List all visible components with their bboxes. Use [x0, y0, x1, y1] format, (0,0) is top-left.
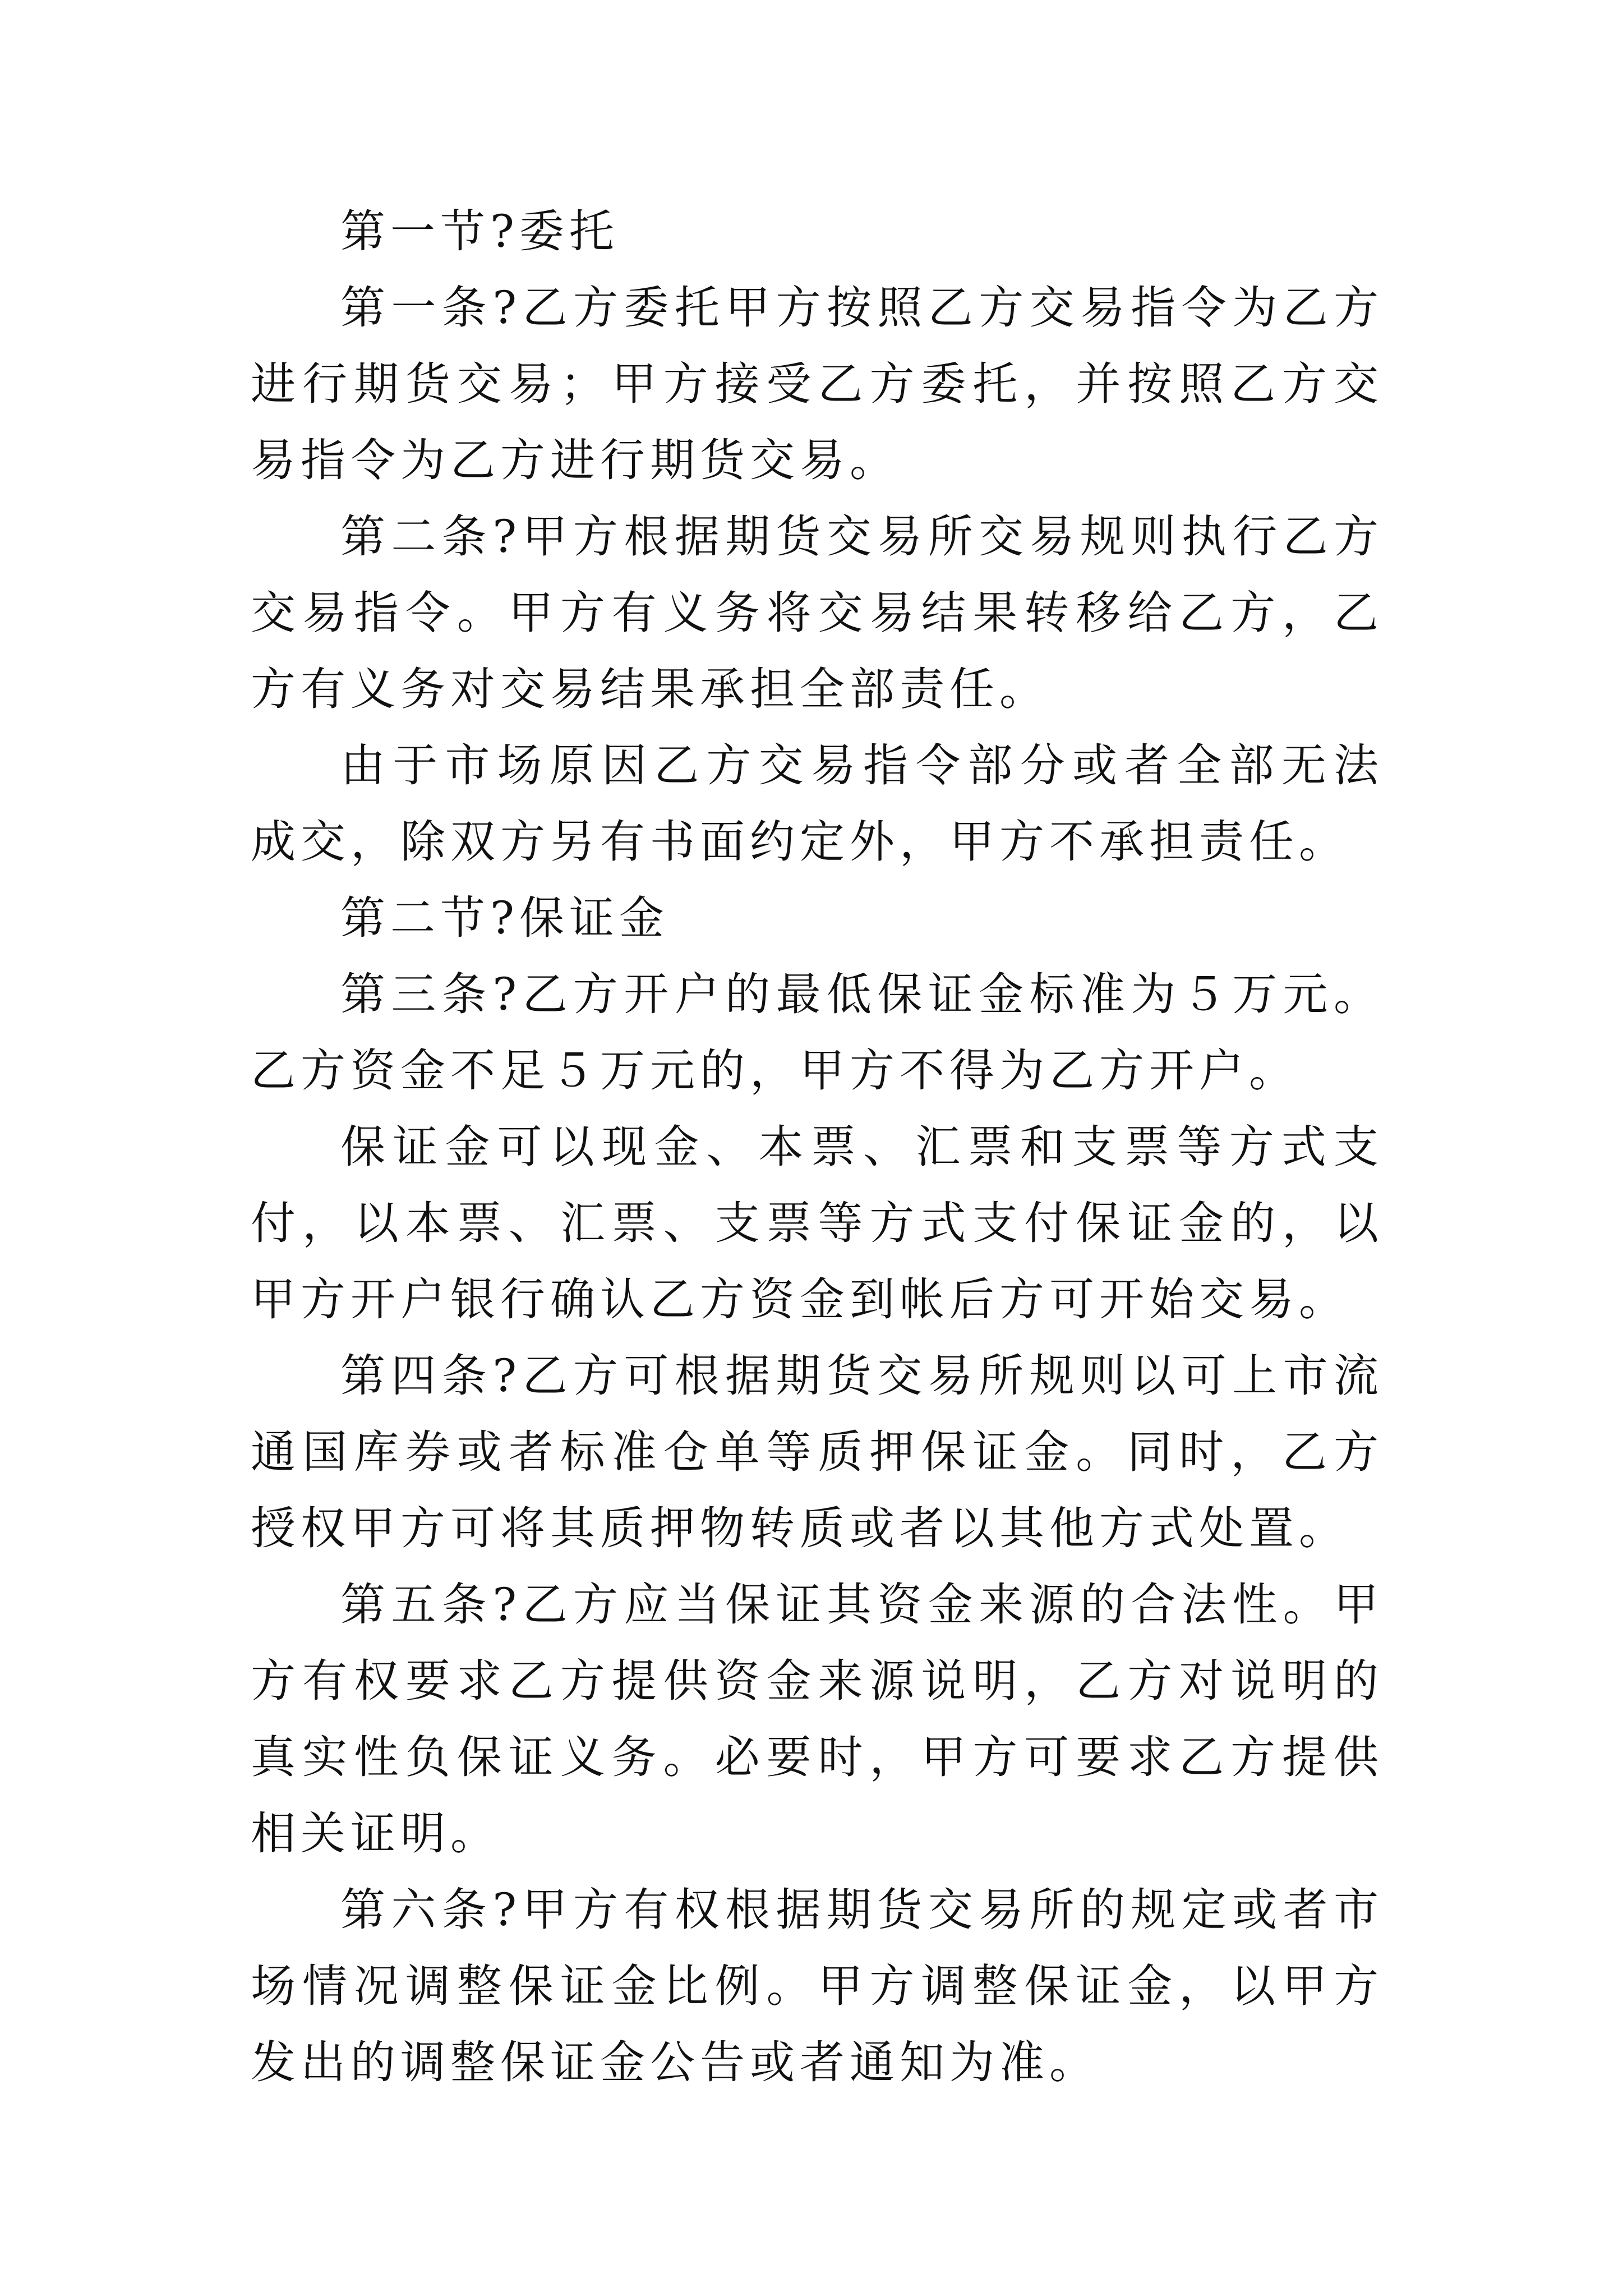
section-heading-1: 第一节?委托	[340, 205, 619, 257]
article-5-paragraph: 第五条?乙方应当保证其资金来源的合法性。甲方有权要求乙方提供资金来源说明，乙方对说明的真实性负保证义务。必要时，甲方可要求乙方提供相关证明。	[251, 1579, 1384, 1860]
article-1-paragraph: 第一条?乙方委托甲方按照乙方交易指令为乙方进行期货交易；甲方接受乙方委托，并按照乙方交易指令为乙方进行期货交易。	[251, 282, 1384, 486]
article-2-continuation-paragraph: 由于市场原因乙方交易指令部分或者全部无法成交，除双方另有书面约定外，甲方不承担责任。	[251, 739, 1384, 868]
article-2-paragraph: 第二条?甲方根据期货交易所交易规则执行乙方交易指令。甲方有义务将交易结果转移给乙方，乙方有义务对交易结果承担全部责任。	[251, 510, 1384, 715]
section-heading-2: 第二节?保证金	[340, 892, 669, 944]
document-body	[251, 194, 1384, 2101]
article-6-paragraph: 第六条?甲方有权根据期货交易所的规定或者市场情况调整保证金比例。甲方调整保证金，以甲方发出的调整保证金公告或者通知为准。	[251, 1884, 1384, 2088]
article-4-paragraph: 第四条?乙方可根据期货交易所规则以可上市流通国库券或者标准仓单等质押保证金。同时，乙方授权甲方可将其质押物转质或者以其他方式处置。	[251, 1350, 1384, 1554]
article-3-continuation-paragraph: 保证金可以现金、本票、汇票和支票等方式支付，以本票、汇票、支票等方式支付保证金的，以甲方开户银行确认乙方资金到帐后方可开始交易。	[251, 1121, 1384, 1326]
article-3-paragraph: 第三条?乙方开户的最低保证金标准为５万元。乙方资金不足５万元的，甲方不得为乙方开户。	[251, 968, 1384, 1097]
